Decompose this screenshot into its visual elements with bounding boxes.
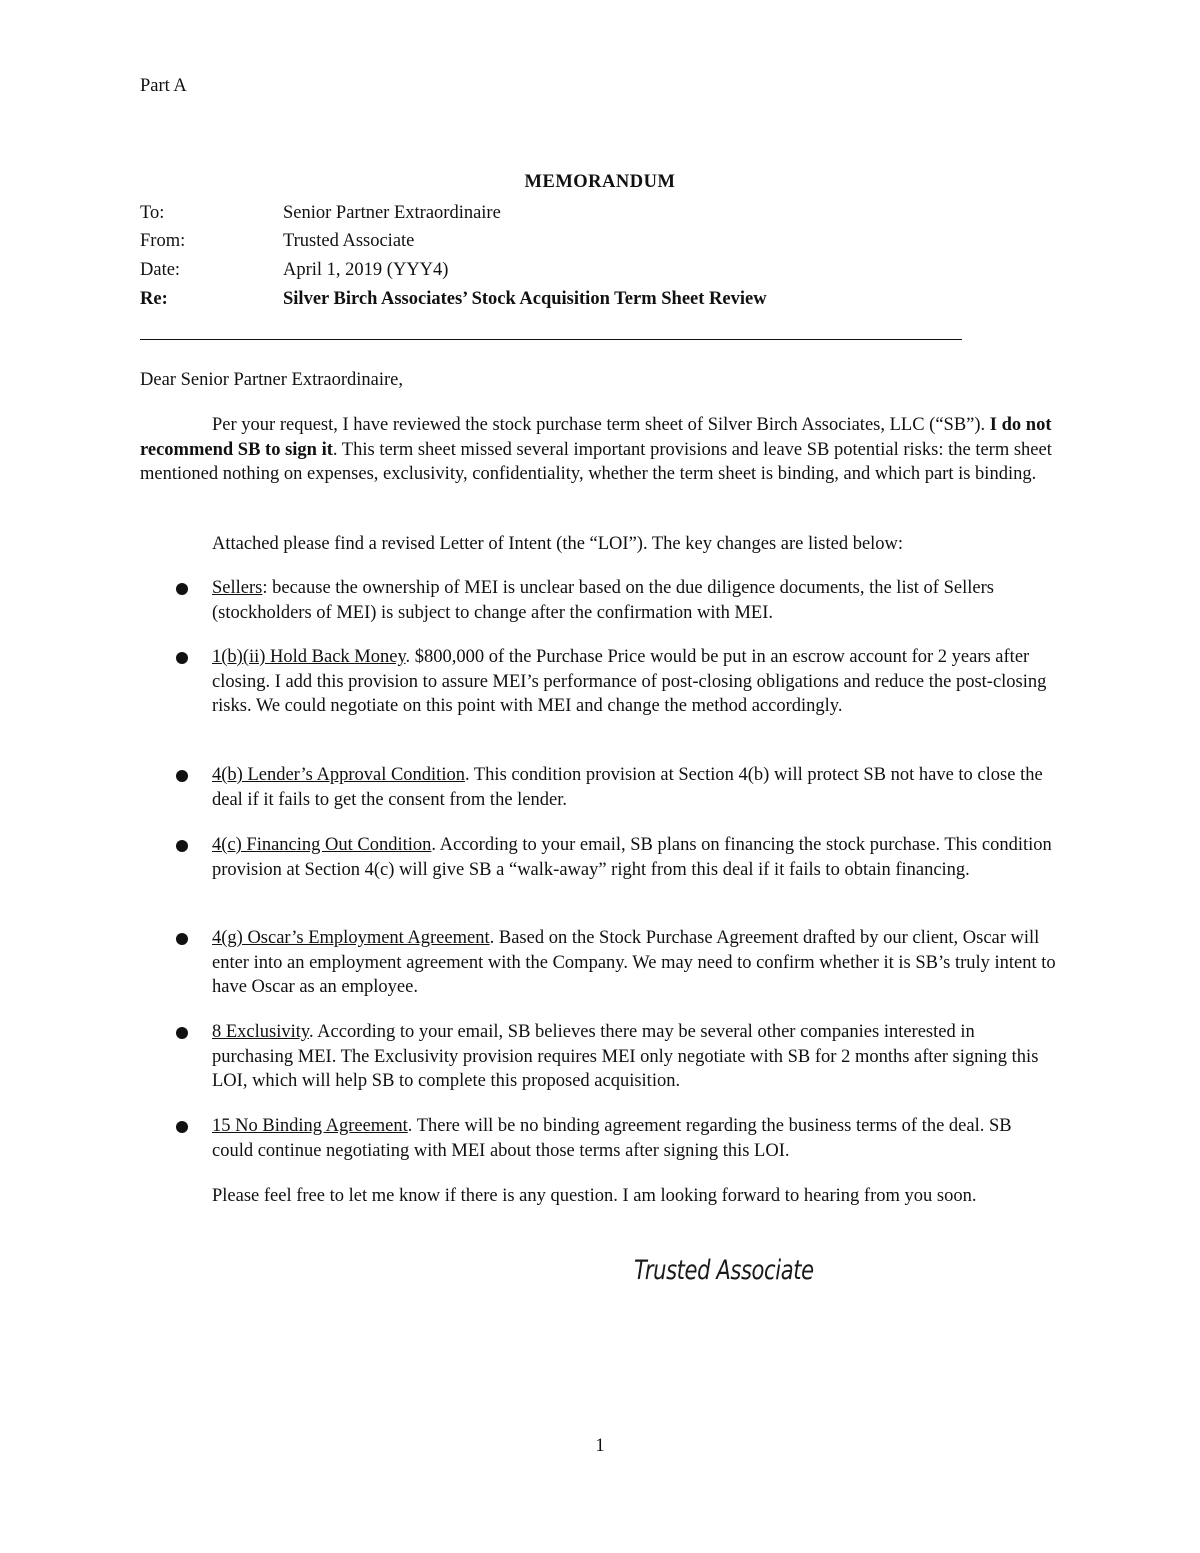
list-item-title: 4(c) Financing Out Condition: [212, 835, 432, 855]
to-label: To:: [140, 203, 165, 223]
list-item: [212, 833, 1057, 882]
attached-paragraph: Attached please find a revised Letter of Intent (the “LOI”). The key changes are listed below:: [212, 534, 904, 554]
list-item-title: 4(b) Lender’s Approval Condition: [212, 765, 465, 785]
list-item-title: 4(g) Oscar’s Employment Agreement: [212, 928, 490, 948]
list-item-title: Sellers: [212, 578, 263, 598]
memo-heading: MEMORANDUM: [524, 172, 676, 192]
list-item-title: 8 Exclusivity: [212, 1022, 309, 1042]
signature: Trusted Associate: [634, 1255, 814, 1286]
from-label: From:: [140, 231, 186, 251]
intro-text-1: Per your request, I have reviewed the stock purchase term sheet of Silver Birch Associates, LLC (“SB”).: [212, 415, 990, 435]
intro-text-2: . This term sheet missed several important provisions and leave SB potential risks: the term sheet mentioned nothing on expenses, exclusivity, confidentiality, whether the term sheet is binding, and which part is binding.: [140, 439, 1052, 484]
list-item-title: 15 No Binding Agreement: [212, 1116, 408, 1136]
list-item-text: : because the ownership of MEI is unclear based on the due diligence documents, the list of Sellers (stockholders of MEI) is subject to change after the confirmation with MEI.: [212, 578, 994, 623]
list-item-text: . Based on the Stock Purchase Agreement drafted by our client, Oscar will enter into an employment agreement with the Company. We may need to confirm whether it is SB’s truly intent to have Oscar as an employee.: [212, 928, 1056, 997]
date-value: April 1, 2019 (YYY4): [283, 260, 449, 280]
list-item: [212, 645, 1057, 719]
list-item-text: . This condition provision at Section 4(b) will protect SB not have to close the deal if it fails to get the consent from the lender.: [212, 765, 1043, 810]
list-item-text: . $800,000 of the Purchase Price would be put in an escrow account for 2 years after closing. I add this provision to assure MEI’s performance of post-closing obligations and reduce the post-closing risks. We could negotiate on this point with MEI and change the method accordingly.: [212, 647, 1047, 716]
part-label: Part A: [140, 76, 187, 96]
bullet-icon: [176, 770, 188, 782]
bullet-icon: [176, 933, 188, 945]
list-item: [212, 926, 1057, 1000]
list-item-text: . According to your email, SB plans on financing the stock purchase. This condition provision at Section 4(c) will give SB a “walk-away” right from this deal if it fails to obtain financing.: [212, 835, 1052, 880]
salutation: Dear Senior Partner Extraordinaire,: [140, 370, 404, 390]
list-item-title: 1(b)(ii) Hold Back Money: [212, 647, 406, 667]
bullet-icon: [176, 1121, 188, 1133]
from-value: Trusted Associate: [283, 231, 415, 251]
list-item: [212, 1020, 1057, 1094]
bullet-icon: [176, 840, 188, 852]
page-number: 1: [595, 1436, 605, 1456]
list-item-text: . According to your email, SB believes there may be several other companies interested in purchasing MEI. The Exclusivity provision requires MEI only negotiate with SB for 2 months after signing this LOI, which will help SB to complete this proposed acquisition.: [212, 1022, 1039, 1091]
bullet-icon: [176, 583, 188, 595]
list-item: [212, 763, 1057, 812]
header-divider: [140, 339, 962, 340]
intro-recommendation: I do not recommend SB to sign it: [140, 415, 1052, 460]
to-value: Senior Partner Extraordinaire: [283, 203, 501, 223]
list-item: [212, 1114, 1057, 1163]
intro-paragraph: [140, 413, 1055, 487]
list-item: [212, 576, 1057, 625]
date-label: Date:: [140, 260, 181, 280]
re-label: Re:: [140, 289, 168, 309]
bullet-icon: [176, 652, 188, 664]
closing-paragraph: Please feel free to let me know if there is any question. I am looking forward to hearing from you soon.: [212, 1186, 977, 1206]
re-value: Silver Birch Associates’ Stock Acquisition Term Sheet Review: [283, 289, 767, 309]
bullet-icon: [176, 1027, 188, 1039]
list-item-text: . There will be no binding agreement regarding the business terms of the deal. SB could continue negotiating with MEI about those terms after signing this LOI.: [212, 1116, 1012, 1161]
